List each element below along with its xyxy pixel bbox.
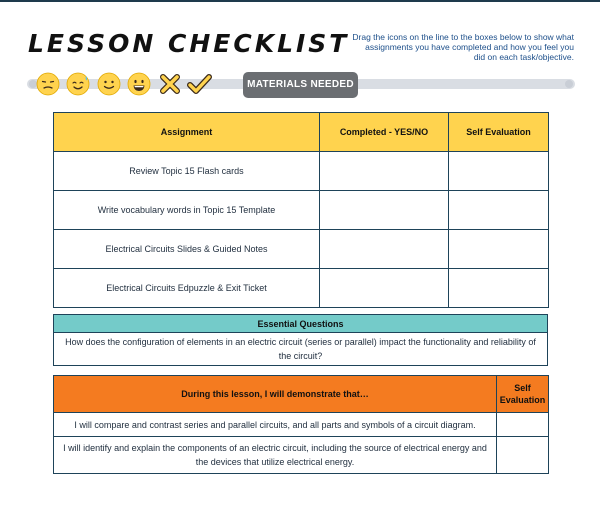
objective-text: I will compare and contrast series and parallel circuits, and all parts and symbols of a circuit diagram.: [54, 413, 497, 437]
table-row: [54, 437, 549, 474]
smile-face-icon[interactable]: [97, 72, 121, 96]
evaluation-drop-cell[interactable]: [449, 230, 549, 269]
objectives-header: During this lesson, I will demonstrate that…: [54, 376, 497, 413]
table-row: [54, 152, 549, 191]
essential-questions-header: Essential Questions: [54, 315, 548, 333]
drag-instructions: Drag the icons on the line to the boxes below to show what assignments you have completed and how you feel you did on each task/objective.: [352, 32, 574, 62]
table-row: [54, 413, 549, 437]
assignment-cell: Electrical Circuits Slides & Guided Notes: [54, 230, 320, 269]
header-completed: Completed - YES/NO: [320, 113, 449, 152]
assignment-cell: Review Topic 15 Flash cards: [54, 152, 320, 191]
check-mark-icon[interactable]: [186, 72, 212, 96]
objective-text: I will identify and explain the components of an electric circuit, including the source of electrical energy and the devices that utilize electrical energy.: [54, 437, 497, 474]
objectives-table: [53, 375, 549, 474]
track-right-dot: [565, 80, 573, 88]
worried-face-icon[interactable]: [36, 72, 60, 96]
assignment-cell: Write vocabulary words in Topic 15 Template: [54, 191, 320, 230]
header-self-evaluation: Self Evaluation: [449, 113, 549, 152]
objectives-eval-header: Self Evaluation: [497, 376, 549, 413]
table-header-row: [54, 113, 549, 152]
evaluation-drop-cell[interactable]: [449, 269, 549, 308]
essential-question-text: How does the configuration of elements in an electric circuit (series or parallel) impact the functionality and reliability of the circuit?: [54, 333, 548, 366]
evaluation-drop-cell[interactable]: [449, 152, 549, 191]
completed-drop-cell[interactable]: [320, 230, 449, 269]
page-title: LESSON CHECKLIST: [28, 29, 350, 58]
table-row: [54, 269, 549, 308]
header-assignment: Assignment: [54, 113, 320, 152]
sweat-smile-face-icon[interactable]: [66, 72, 90, 96]
table-row: [54, 230, 549, 269]
objective-eval-drop-cell[interactable]: [497, 413, 549, 437]
completed-drop-cell[interactable]: [320, 152, 449, 191]
x-mark-icon[interactable]: [158, 72, 182, 96]
grin-face-icon[interactable]: [127, 72, 151, 96]
essential-questions-table: [53, 314, 548, 366]
top-border: [0, 0, 600, 2]
completed-drop-cell[interactable]: [320, 191, 449, 230]
assignment-cell: Electrical Circuits Edpuzzle & Exit Ticket: [54, 269, 320, 308]
table-row: [54, 191, 549, 230]
assignments-table: [53, 112, 549, 308]
materials-needed-button[interactable]: MATERIALS NEEDED: [243, 72, 358, 98]
objective-eval-drop-cell[interactable]: [497, 437, 549, 474]
evaluation-drop-cell[interactable]: [449, 191, 549, 230]
completed-drop-cell[interactable]: [320, 269, 449, 308]
